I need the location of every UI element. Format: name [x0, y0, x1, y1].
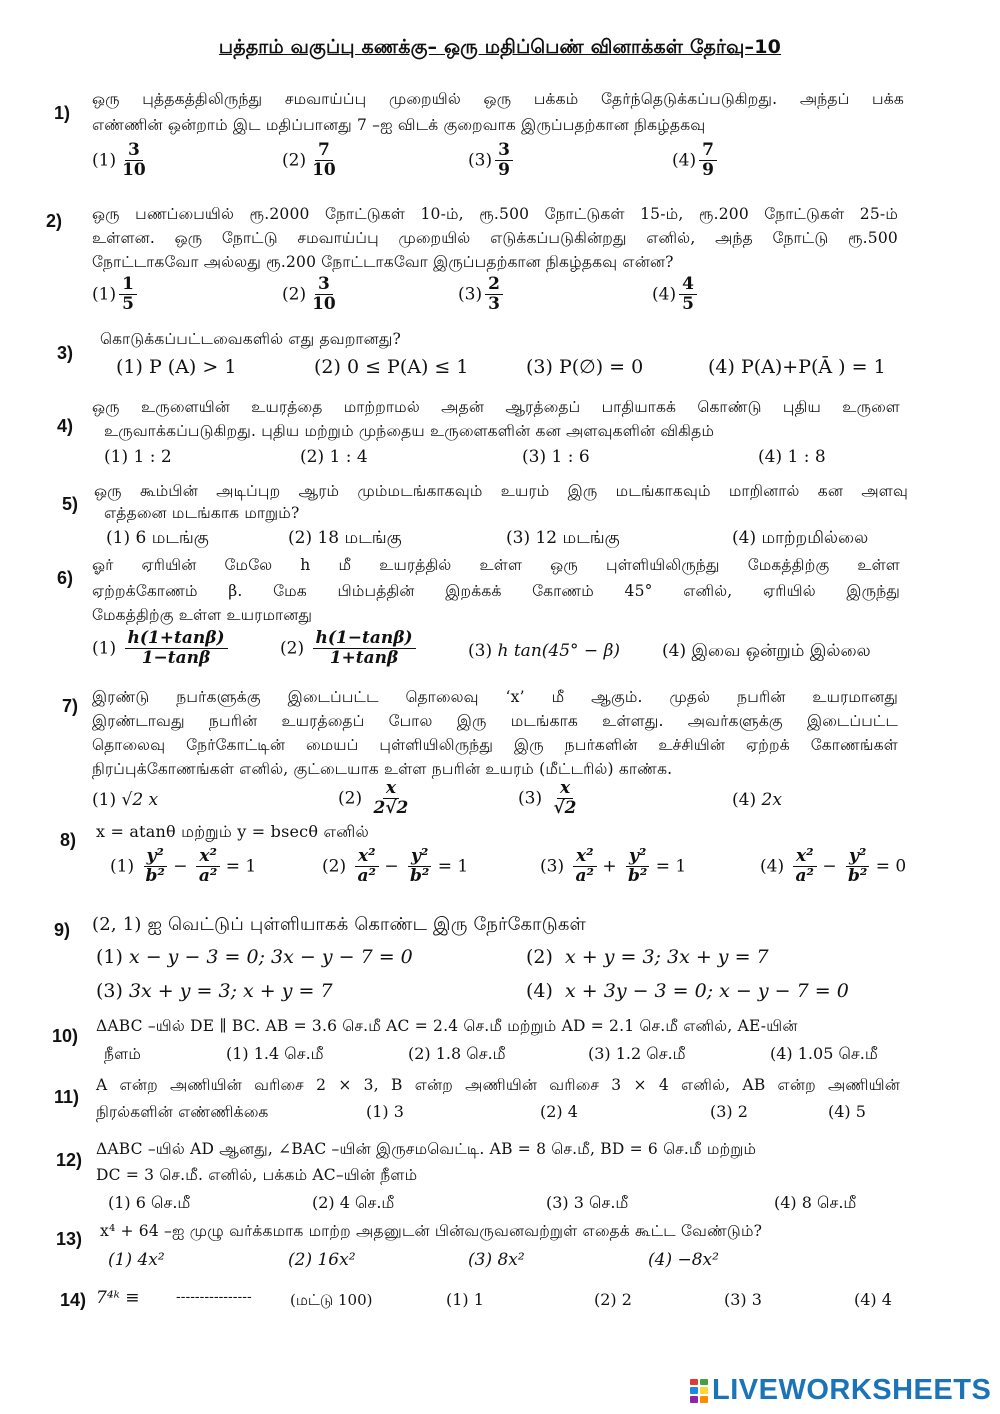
option[interactable]: (1) $\frac{h(1+\tan\beta)}{1-\tan\beta}$ [92, 630, 228, 668]
question-text: 7⁴ᵏ ≡ [96, 1288, 140, 1308]
option[interactable]: (3) 3 [724, 1290, 762, 1309]
option[interactable]: (2) 0 ≤ P(A) ≤ 1 [314, 356, 469, 378]
option[interactable]: (3) h tan(45° − β) [468, 641, 621, 661]
option[interactable]: (3) $\frac{3}{9}$ [468, 142, 513, 180]
question-text: x = atanθ மற்றும் y = bsecθ எனில் [96, 822, 369, 841]
question-number: 9) [54, 920, 71, 940]
option[interactable]: (4) $\frac{\text{x²}}{\text{a²}}$ − $\frac{\text{y²}}{\text{b²}}$ = 0 [760, 846, 907, 886]
question-text: (2, 1) ஐ வெட்டுப் புள்ளியாகக் கொண்ட இரு நேர்கோடுகள் [92, 914, 586, 935]
option[interactable]: (1) x − y − 3 = 0; 3x − y − 7 = 0 [96, 946, 413, 968]
question-text: A என்ற அணியின் வரிசை 2 × 3, B என்ற அணியின் வரிசை 3 × 4 எனில், AB என்ற அணியின் [96, 1076, 900, 1094]
question-number: 14) [60, 1290, 87, 1310]
option[interactable]: (3) 1 : 6 [522, 447, 590, 467]
option[interactable]: (2) $\frac{\text{x²}}{\text{a²}}$ − $\frac{\text{y²}}{\text{b²}}$ = 1 [322, 846, 469, 886]
option[interactable]: (4) $\frac{7}{9}$ [672, 142, 717, 180]
option[interactable]: (3) $\frac{\text{x²}}{\text{a²}}$ + $\frac{\text{y²}}{\text{b²}}$ = 1 [540, 846, 687, 886]
question-text: நிரல்களின் எண்ணிக்கை [96, 1103, 269, 1121]
question-text: எத்தனை மடங்காக மாறும்? [104, 504, 300, 522]
question-number: 11) [54, 1087, 80, 1107]
option[interactable]: (2) $\frac{x}{2√2}$ [338, 778, 409, 818]
option[interactable]: (4) மாற்றமில்லை [732, 528, 869, 548]
option[interactable]: (2) 4 செ.மீ [312, 1193, 395, 1212]
option[interactable]: (2) x + y = 3; 3x + y = 7 [526, 946, 769, 968]
option[interactable]: (4) −8x² [648, 1250, 719, 1270]
option[interactable]: (4) 1.05 செ.மீ [770, 1044, 878, 1063]
option[interactable]: (3) 12 மடங்கு [506, 528, 620, 548]
option[interactable]: (4) 8 செ.மீ [774, 1193, 857, 1212]
option[interactable]: (1) $\frac{1}{5}$ [92, 276, 137, 314]
option[interactable]: (2) 2 [594, 1290, 632, 1309]
option[interactable]: (3) P(∅) = 0 [526, 356, 644, 378]
option[interactable]: (2) $\frac{h(1-\tan\beta)}{1+\tan\beta}$ [280, 630, 416, 668]
question-text: ஒரு புத்தகத்திலிருந்து சமவாய்ப்பு முறையில் ஒரு பக்கம் தேர்ந்தெடுக்கப்படுகிறது. அந்தப் பக்க [92, 90, 904, 108]
option[interactable]: (1) 6 மடங்கு [106, 528, 209, 548]
option[interactable]: (1) 6 செ.மீ [108, 1193, 191, 1212]
option[interactable]: (3) 8x² [468, 1250, 525, 1270]
question-text: ஒரு உருளையின் உயரத்தை மாற்றாமல் அதன் ஆரத்தைப் பாதியாகக் கொண்டு புதிய உருளை [92, 398, 900, 416]
page-title: பத்தாம் வகுப்பு கணக்கு– ஒரு மதிப்பெண் வினாக்கள் தேர்வு–10 [218, 36, 782, 58]
option[interactable]: (3) $\frac{x}{√2}$ [518, 778, 577, 818]
question-number: 4) [57, 416, 74, 436]
liveworksheets-icon [690, 1379, 708, 1403]
question-text: ஒரு பணப்பையில் ரூ.2000 நோட்டுகள் 10-ம், ரூ.500 நோட்டுகள் 15-ம், ரூ.200 நோட்டுகள் 25-ம் [92, 205, 898, 223]
option[interactable]: (3) 2 [710, 1102, 748, 1121]
question-number: 7) [62, 696, 79, 716]
option[interactable]: (4) 1 : 8 [758, 447, 826, 467]
option[interactable]: (3) $\frac{2}{3}$ [458, 276, 503, 314]
question-text: எண்ணின் ஒன்றாம் இட மதிப்பானது 7 –ஐ விடக் குறைவாக இருப்பதற்கான நிகழ்தகவு [92, 116, 706, 134]
question-text: இரண்டு நபர்களுக்கு இடைப்பட்ட தொலைவு ‘x’ மீ ஆகும். முதல் நபரின் உயரமானது [92, 688, 898, 706]
option[interactable]: (1) 1.4 செ.மீ [226, 1044, 324, 1063]
answer-blank[interactable]: ---------------- [176, 1289, 252, 1305]
question-number: 3) [57, 343, 74, 363]
question-number: 6) [57, 568, 74, 588]
option[interactable]: (2) 1.8 செ.மீ [408, 1044, 506, 1063]
question-text: ஓர் ஏரியின் மேலே h மீ உயரத்தில் உள்ள ஒரு புள்ளியிலிருந்து மேகத்திற்கு உள்ள [92, 556, 900, 574]
question-text: ΔABC –யில் AD ஆனது, ∠BAC –யின் இருசமவெட்டி. AB = 8 செ.மீ, BD = 6 செ.மீ மற்றும் [96, 1140, 757, 1158]
option[interactable]: (4) 4 [854, 1290, 892, 1309]
option[interactable]: (1) $\frac{3}{10}$ [92, 140, 146, 180]
option[interactable]: (2) 1 : 4 [300, 447, 368, 467]
question-text: உள்ளன. ஒரு நோட்டு சமவாய்ப்பு முறையில் எடுக்கப்படுகின்றது எனில், அந்த நோட்டு ரூ.500 [92, 229, 898, 247]
question-text: ஒரு கூம்பின் அடிப்புற ஆரம் மும்மடங்காகவும் உயரம் இரு மடங்காகவும் மாறினால் கன அளவு [94, 482, 908, 500]
question-text: நிரப்புக்கோணங்கள் எனில், குட்டையாக உள்ள நபரின் உயரம் (மீட்டரில்) காண்க. [92, 760, 673, 778]
question-text: தொலைவு நேர்கோட்டின் மையப் புள்ளியிலிருந்து இரு நபர்களின் உச்சியின் ஏற்றக் கோணங்கள் [92, 736, 898, 754]
option[interactable]: (3) 1.2 செ.மீ [588, 1044, 686, 1063]
option[interactable]: (2) 4 [540, 1102, 578, 1121]
option[interactable]: (4) 5 [828, 1102, 866, 1121]
liveworksheets-logo [690, 1374, 991, 1407]
question-number: 2) [46, 211, 63, 231]
option[interactable]: (1) 4x² [108, 1250, 165, 1270]
question-text: DC = 3 செ.மீ. எனில், பக்கம் AC–யின் நீளம் [96, 1166, 418, 1184]
option[interactable]: (1) P (A) > 1 [116, 356, 237, 378]
option[interactable]: (2) $\frac{7}{10}$ [282, 140, 336, 180]
option[interactable]: (2) 16x² [288, 1250, 356, 1270]
question-text: நீளம் [104, 1045, 141, 1063]
option[interactable]: (4) 2x [732, 790, 782, 810]
question-text: (மட்டு 100) [290, 1291, 373, 1309]
option[interactable]: (3) 3 செ.மீ [546, 1193, 629, 1212]
option[interactable]: (1) 3 [366, 1102, 404, 1121]
option[interactable]: (4) இவை ஒன்றும் இல்லை [662, 641, 871, 661]
question-text: இரண்டாவது நபரின் உயரத்தைப் போல இரு மடங்காக உள்ளது. அவர்களுக்கு இடைப்பட்ட [92, 712, 898, 730]
question-number: 10) [52, 1026, 79, 1046]
question-text: உருவாக்கப்படுகிறது. புதிய மற்றும் முந்தைய உருளைகளின் கன அளவுகளின் விகிதம் [104, 422, 715, 440]
question-number: 1) [54, 103, 71, 123]
option[interactable]: (1) 1 [446, 1290, 484, 1309]
option[interactable]: (2) $\frac{3}{10}$ [282, 274, 336, 314]
option[interactable]: (1) √2 x [92, 790, 159, 810]
question-number: 12) [56, 1150, 83, 1170]
option[interactable]: (1) $\frac{\text{y²}}{\text{b²}}$ − $\frac{\text{x²}}{\text{a²}}$ = 1 [110, 846, 257, 886]
question-number: 13) [56, 1229, 83, 1249]
watermark-text: LIVEWORKSHEETS [712, 1374, 992, 1406]
option[interactable]: (4) P(A)+P(Ā ) = 1 [708, 356, 886, 378]
question-number: 5) [62, 494, 79, 514]
option[interactable]: (4) $\frac{4}{5}$ [652, 276, 697, 314]
question-text: மேகத்திற்கு உள்ள உயரமானது [92, 606, 313, 624]
question-text: ஏற்றக்கோணம் β. மேக பிம்பத்தின் இறக்கக் கோணம் 45° எனில், ஏரியில் இருந்து [92, 582, 900, 600]
question-number: 8) [60, 830, 77, 850]
option[interactable]: (4) x + 3y − 3 = 0; x − y − 7 = 0 [526, 980, 849, 1002]
option[interactable]: (1) 1 : 2 [104, 447, 172, 467]
question-text: கொடுக்கப்பட்டவைகளில் எது தவறானது? [100, 330, 402, 348]
option[interactable]: (2) 18 மடங்கு [288, 528, 402, 548]
question-text: நோட்டாகவோ அல்லது ரூ.200 நோட்டாகவோ இருப்பதற்கான நிகழ்தகவு என்ன? [92, 253, 674, 271]
option[interactable]: (3) 3x + y = 3; x + y = 7 [96, 980, 333, 1002]
question-text: ΔABC –யில் DE ∥ BC. AB = 3.6 செ.மீ AC = 2.4 செ.மீ மற்றும் AD = 2.1 செ.மீ எனில், AE-யின் [96, 1017, 798, 1035]
question-text: x⁴ + 64 –ஐ முழு வர்க்கமாக மாற்ற அதனுடன் பின்வருவனவற்றுள் எதைக் கூட்ட வேண்டும்? [100, 1222, 763, 1240]
